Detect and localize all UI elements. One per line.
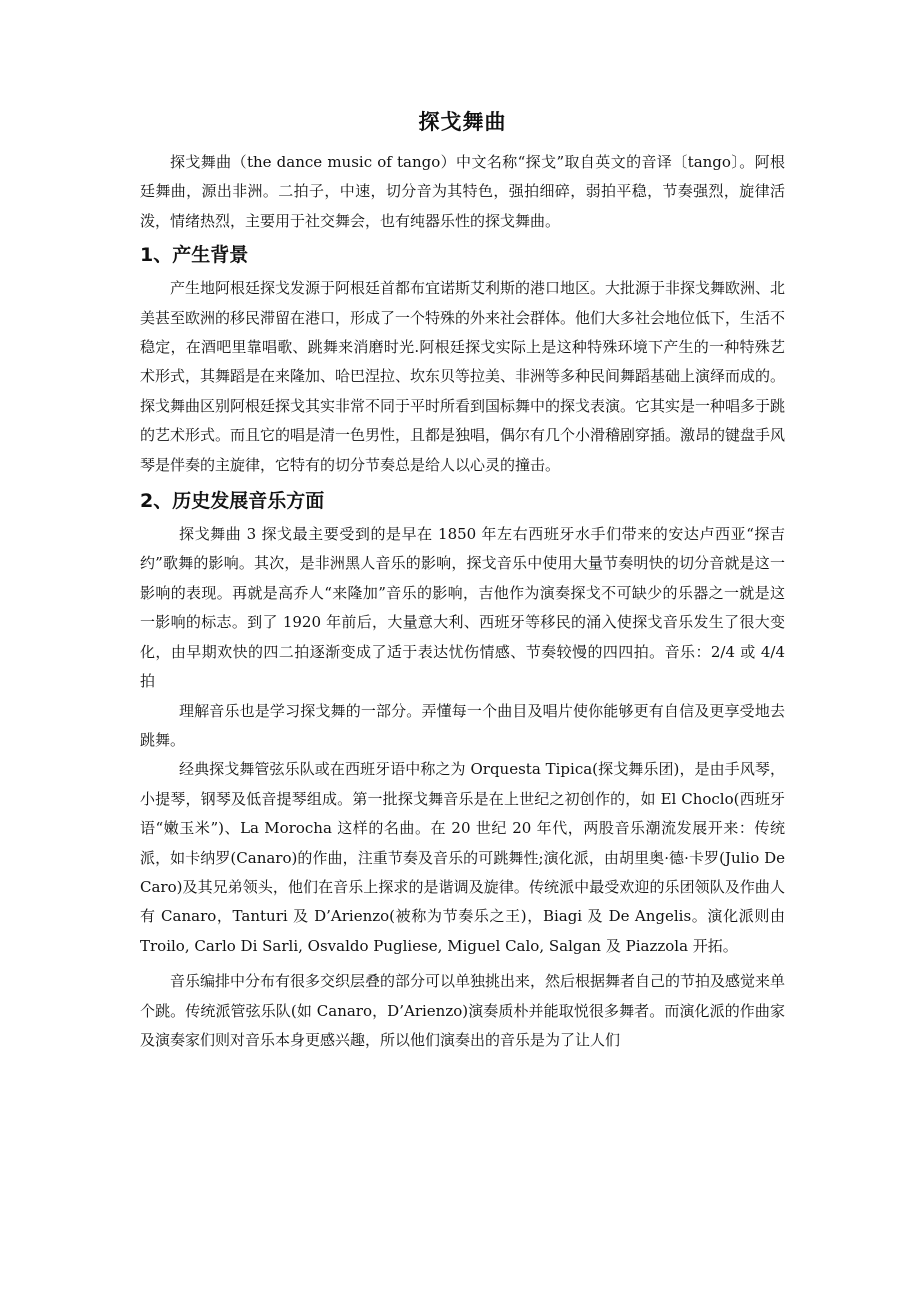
section-heading-history: 2、历史发展音乐方面 [140, 490, 325, 513]
document-title: 探戈舞曲 [418, 110, 507, 134]
document-page [140, 108, 785, 1055]
intro-paragraph: 探戈舞曲（the dance music of tango）中文名称“探戈”取自英文的音译〔tango〕。阿根廷舞曲，源出非洲。二拍子，中速，切分音为其特色，强拍细碎，弱拍平稳，节奏强烈，旋律活泼，情绪热烈，主要用于社交舞会，也有纯器乐性的探戈舞曲。 [140, 153, 785, 230]
history-paragraph-4: 音乐编排中分布有很多交织层叠的部分可以单独挑出来，然后根据舞者自己的节拍及感觉来单个跳。传统派管弦乐队(如 Canaro，D’Arienzo)演奏质朴并能取悦很多舞者。而演化派的作曲家及演奏家们则对音乐本身更感兴趣，所以他们演奏出的音乐是为了让人们 [140, 972, 786, 1049]
history-paragraph-2: 理解音乐也是学习探戈舞的一部分。弄懂每一个曲目及唱片使你能够更有自信及更享受地去跳舞。 [140, 701, 785, 749]
history-paragraph-1: 探戈舞曲 3 探戈最主要受到的是早在 1850 年左右西班牙水手们带来的安达卢西亚“探吉约”歌舞的影响。其次，是非洲黑人音乐的影响，探戈音乐中使用大量节奏明快的切分音就是这一影响的表现。再就是高乔人“来隆加”音乐的影响，吉他作为演奏探戈不可缺少的乐器之一就是这一影响的标志。到了 1920 年前后，大量意大利、西班牙等移民的涌入使探戈音乐发生了很大变化，由早期欢快的四二拍逐渐变成了适于表达忧伤情感、节奏较慢的四四拍。音乐：2/4 或 4/4 拍 [140, 525, 785, 691]
background-paragraph: 产生地阿根廷探戈发源于阿根廷首都布宜诺斯艾利斯的港口地区。大批源于非探戈舞欧洲、北美甚至欧洲的移民滞留在港口，形成了一个特殊的外来社会群体。他们大多社会地位低下，生活不稳定，在酒吧里靠唱歌、跳舞来消磨时光.阿根廷探戈实际上是这种特殊环境下产生的一种特殊艺术形式，其舞蹈是在来隆加、哈巴涅拉、坎东贝等拉美、非洲等多种民间舞蹈基础上演绎而成的。探戈舞曲区别阿根廷探戈其实非常不同于平时所看到国标舞中的探戈表演。它其实是一种唱多于跳的艺术形式。而且它的唱是清一色男性，且都是独唱，偶尔有几个小滑稽剧穿插。激昂的键盘手风琴是伴奏的主旋律，它特有的切分节奏总是给人以心灵的撞击。 [140, 279, 786, 474]
section-heading-background: 1、产生背景 [140, 244, 249, 267]
history-paragraph-3: 经典探戈舞管弦乐队或在西班牙语中称之为 Orquesta Tipica(探戈舞乐团)，是由手风琴，小提琴，钢琴及低音提琴组成。第一批探戈舞音乐是在上世纪之初创作的，如 El Choclo(西班牙语“嫩玉米”)、La Morocha 这样的名曲。在 20 世纪 20 年代，两股音乐潮流发展开来：传统派，如卡纳罗(Canaro)的作曲，注重节奏及音乐的可跳舞性;演化派，由胡里奥·德·卡罗(Julio De Caro)及其兄弟领头，他们在音乐上探求的是谐调及旋律。传统派中最受欢迎的乐团领队及作曲人有 Canaro，Tanturi 及 D’Arienzo(被称为节奏乐之王)，Biagi 及 De Angelis。演化派则由 Troilo, Carlo Di Sarli, Osvaldo Pugliese, Miguel Calo, Salgan 及 Piazzola 开拓。 [140, 760, 785, 955]
